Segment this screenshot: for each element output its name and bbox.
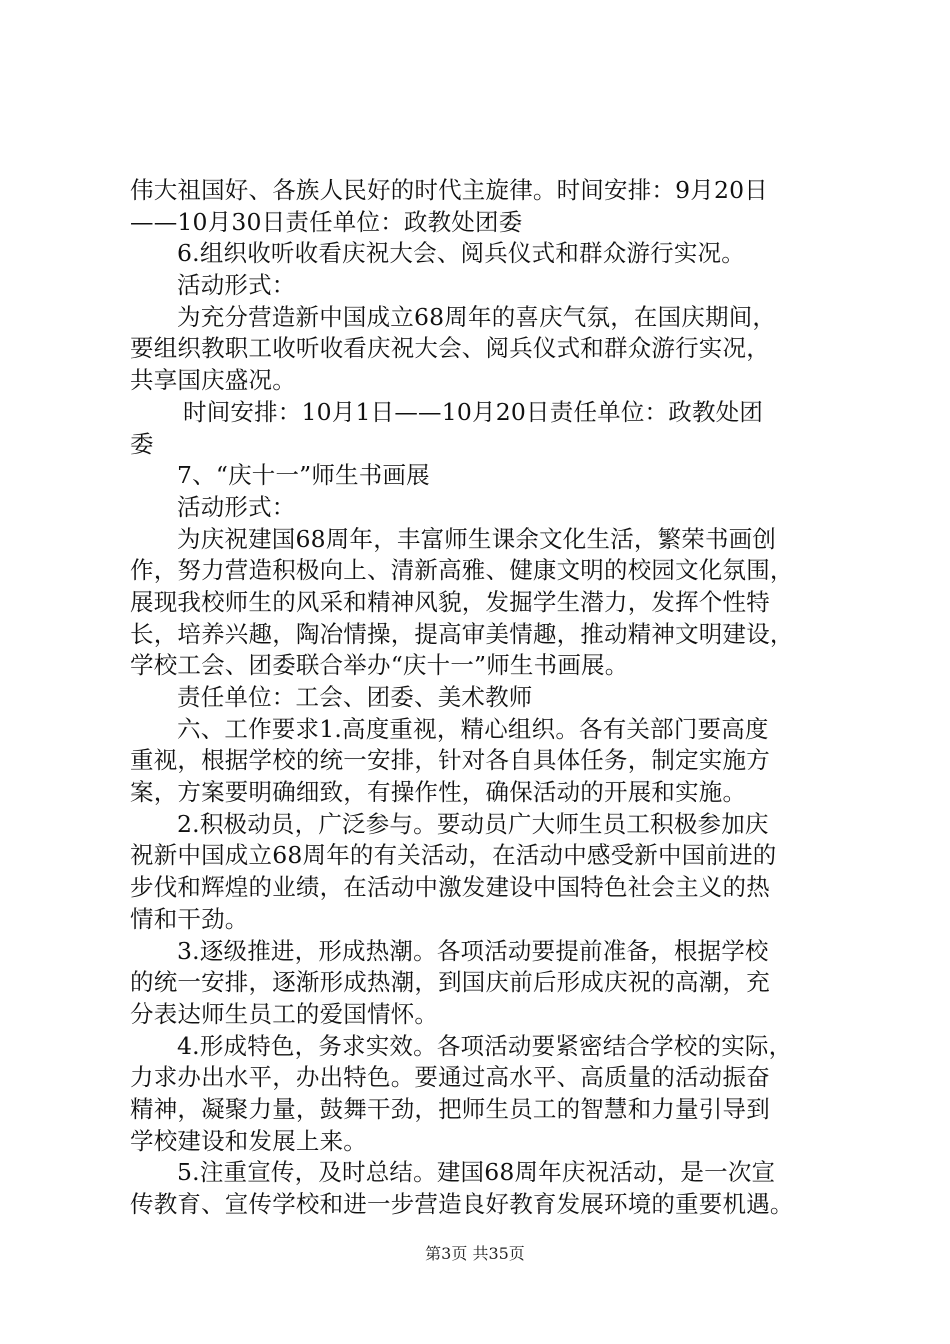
text-line: 案，方案要明确细致，有操作性，确保活动的开展和实施。 (130, 778, 747, 807)
document-body (130, 175, 832, 1221)
text-line: 学校建设和发展上来。 (130, 1126, 367, 1155)
text-line: 3.逐级推进，形成热潮。各项活动要提前准备，根据学校 (177, 936, 769, 965)
text-line: 力求办出水平，办出特色。要通过高水平、高质量的活动振奋 (130, 1063, 770, 1092)
text-line: 作，努力营造积极向上、清新高雅、健康文明的校园文化氛围， (130, 556, 794, 585)
text-line: 共享国庆盛况。 (130, 366, 296, 395)
text-line: ——10月30日责任单位：政教处团委 (130, 207, 523, 236)
text-line: 委 (130, 429, 154, 458)
text-line: 要组织教职工收听收看庆祝大会、阅兵仪式和群众游行实况， (130, 334, 770, 363)
text-line: 学校工会、团委联合举办“庆十一”师生书画展。 (130, 651, 629, 680)
text-line: 5.注重宣传，及时总结。建国68周年庆祝活动，是一次宣 (177, 1158, 776, 1187)
text-line: 为充分营造新中国成立68周年的喜庆气氛，在国庆期间， (177, 302, 777, 331)
text-line: 祝新中国成立68周年的有关活动，在活动中感受新中国前进的 (130, 841, 777, 870)
text-line: 展现我校师生的风采和精神风貌，发掘学生潜力，发挥个性特 (130, 587, 770, 616)
text-line: 长，培养兴趣，陶冶情操，提高审美情趣，推动精神文明建设， (130, 619, 794, 648)
text-line: 的统一安排，逐渐形成热潮，到国庆前后形成庆祝的高潮，充 (130, 968, 770, 997)
text-line: 为庆祝建国68周年，丰富师生课余文化生活，繁荣书画创 (177, 524, 777, 553)
text-line: 2.积极动员，广泛参与。要动员广大师生员工积极参加庆 (177, 809, 769, 838)
text-line: 4.形成特色，务求实效。各项活动要紧密结合学校的实际， (177, 1031, 793, 1060)
text-line: 六、工作要求1.高度重视，精心组织。各有关部门要高度 (177, 714, 769, 743)
text-line: 情和干劲。 (130, 904, 249, 933)
text-line: 分表达师生员工的爱国情怀。 (130, 999, 439, 1028)
text-line: 重视，根据学校的统一安排，针对各自具体任务，制定实施方 (130, 746, 770, 775)
page-footer: 第3页 共35页 (425, 1244, 525, 1263)
text-line: 活动形式： (177, 271, 296, 300)
text-line: 活动形式： (177, 492, 296, 521)
text-line: 伟大祖国好、各族人民好的时代主旋律。时间安排：9月20日 (130, 176, 768, 204)
text-line: 责任单位：工会、团委、美术教师 (177, 683, 533, 711)
text-line: 6.组织收听收看庆祝大会、阅兵仪式和群众游行实况。 (177, 239, 745, 268)
text-line: 精神，凝聚力量，鼓舞干劲，把师生员工的智慧和力量引导到 (130, 1094, 770, 1123)
text-line: 传教育、宣传学校和进一步营造良好教育发展环境的重要机遇。 (130, 1190, 794, 1218)
text-line: 步伐和辉煌的业绩，在活动中激发建设中国特色社会主义的热 (130, 873, 770, 902)
text-line: 7、“庆十一”师生书画展 (177, 461, 430, 490)
text-line: 时间安排：10月1日——10月20日责任单位：政教处团 (183, 397, 764, 426)
